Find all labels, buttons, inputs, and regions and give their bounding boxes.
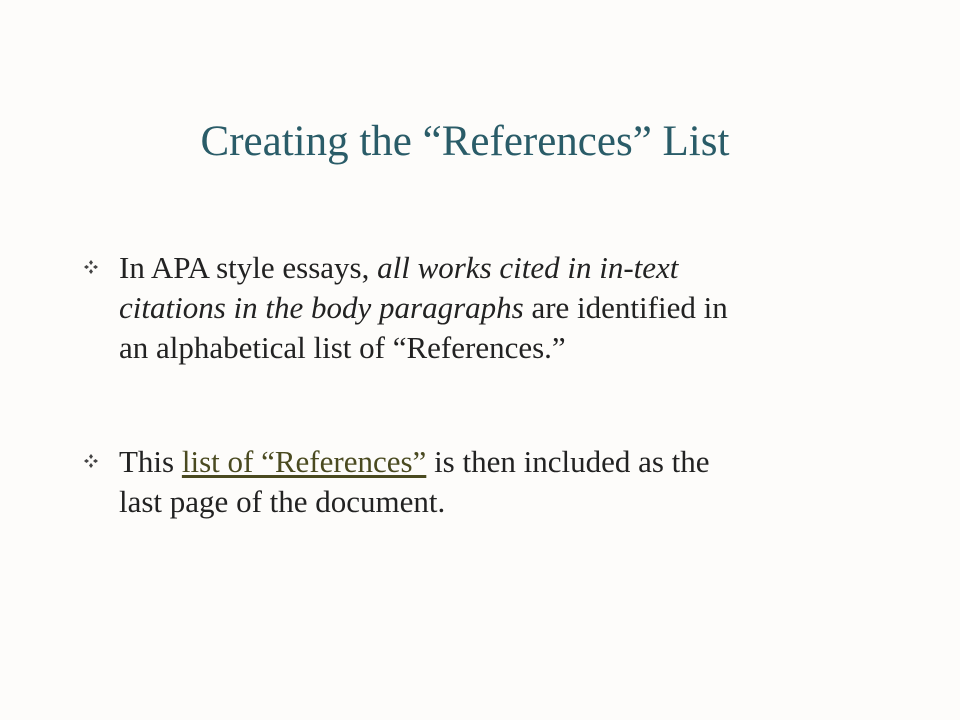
bullet-list [80,248,760,522]
bullet-text: This [119,444,182,479]
four-diamond-bullet-icon [84,454,98,468]
bullet-text: is then included as the last page of the document. [119,444,710,519]
bullet-item-references-page [80,442,760,522]
bullet-text: are identified in an alphabetical list of “References.” [119,290,728,365]
bullet-text: In APA style essays, [119,250,378,285]
bullet-emphasis-text: all works cited in in-text citations in the body paragraphs [119,250,679,325]
bullet-item-apa-essays [80,248,760,368]
four-diamond-bullet-icon [84,260,98,274]
references-list-link[interactable]: list of “References” [181,444,427,479]
slide-title: Creating the “References” List [200,118,730,165]
